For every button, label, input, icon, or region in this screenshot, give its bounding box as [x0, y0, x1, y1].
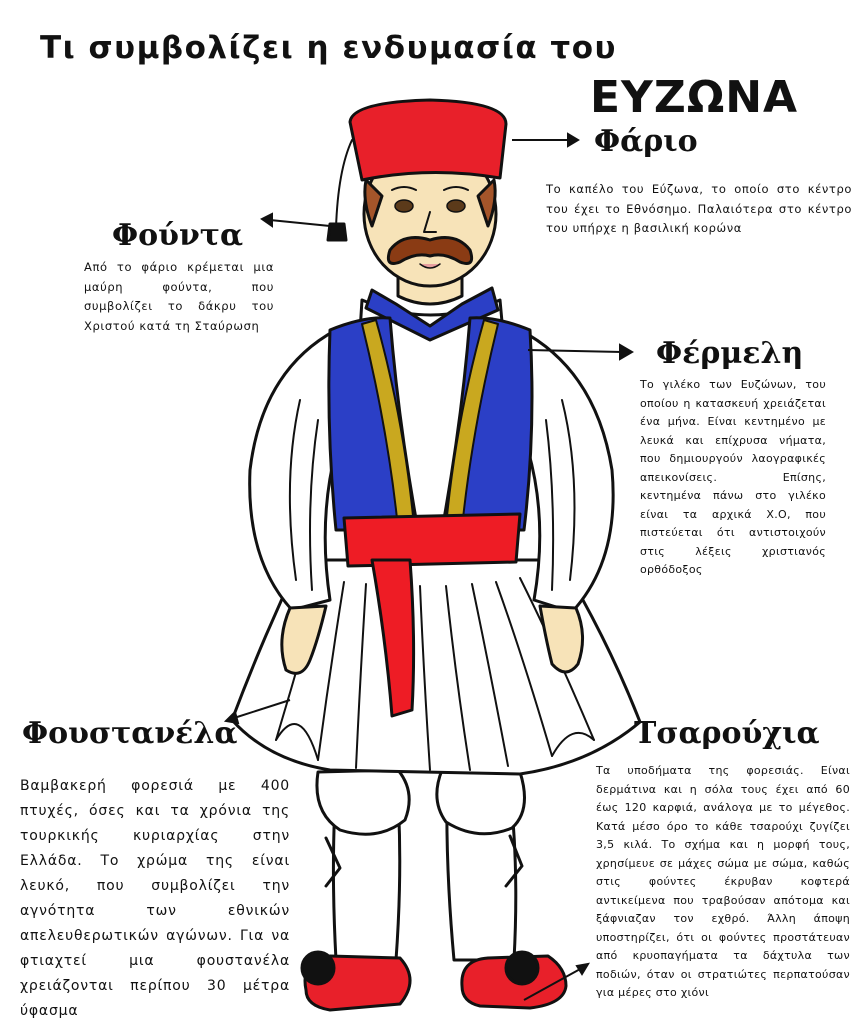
founta-description: Από το φάριο κρέμεται μια μαύρη φούντα, που συμβολίζει το δάκρυ του Χριστού κατά τη Σταύρωση [84, 260, 274, 333]
foustanela-heading: Φουστανέλα [22, 716, 238, 751]
fermeli-heading: Φέρμελη [656, 336, 804, 371]
foustanela-description: Βαμβακερή φορεσιά με 400 πτυχές, όσες και τα χρόνια της τουρκικής κυριαρχίας στην Ελλάδα. Το χρώμα της είναι λευκό, που συμβολίζει την αγνότητα των εθνικών απελευθερωτικών αγώνων. Για να φτιαχτεί μια φουστανέλα χρειάζονται περίπου 30 μέτρα ύφασμα [20, 778, 290, 1019]
belt [344, 514, 520, 566]
fario-description: Το καπέλο του Εύζωνα, το οποίο στο κέντρο του έχει το Εθνόσημο. Παλαιότερα στο κέντρο του υπήρχε η βασιλική κορώνα [546, 182, 852, 235]
page-title-line1: Τι συμβολίζει η ενδυμασία του [40, 30, 617, 66]
left-sleeve [250, 330, 336, 610]
founta-heading: Φούντα [112, 218, 244, 253]
fermeli-description: Το γιλέκο των Ευζώνων, του οποίου η κατασκευή χρειάζεται ένα μήνα. Είναι κεντημένο με λευκά και επίχρυσα νήματα, που δημιουργούν λαογραφικές απεικονίσεις. Επίσης, κεντημένα πάνω στο γιλέκο είναι τα αρχικά Χ.Ο, που πιστεύεται ότι αντιστοιχούν στις λέξεις χριστιανός ορθόδοξος [640, 378, 826, 576]
fario-heading: Φάριο [594, 124, 698, 159]
shoe-pompom-left [302, 952, 334, 984]
page-title-line2: ΕΥΖΩΝΑ [590, 72, 799, 123]
founta-tassel [328, 224, 346, 240]
tsarouxia-heading: Τσαρούχια [634, 716, 820, 751]
shoe-pompom-right [506, 952, 538, 984]
fario-hat [350, 100, 506, 180]
tsarouxia-description: Τα υποδήματα της φορεσιάς. Είναι δερμάτινα και η σόλα τους έχει από 60 έως 120 καρφιά, ανάλογα με το μέγεθος. Κατά μέσο όρο το κάθε τσαρούχι ζυγίζει 3,5 κιλά. Το σχήμα και η μορφή τους, χρησίμευε σε μάχες σώμα με σώμα, καθώς στις φούντες έκρυβαν κοφτερά αντικείμενα που τραβούσαν απότομα και ξάφνιαζαν τον εχθρό. Άλλη άποψη υποστηρίζει, ότι οι φούντες προστάτευαν από κρυοπαγήματα τα δάχτυλα των ποδιών, όταν οι στρατιώτες περπατούσαν για μέρες στο χιόνι [596, 764, 850, 999]
